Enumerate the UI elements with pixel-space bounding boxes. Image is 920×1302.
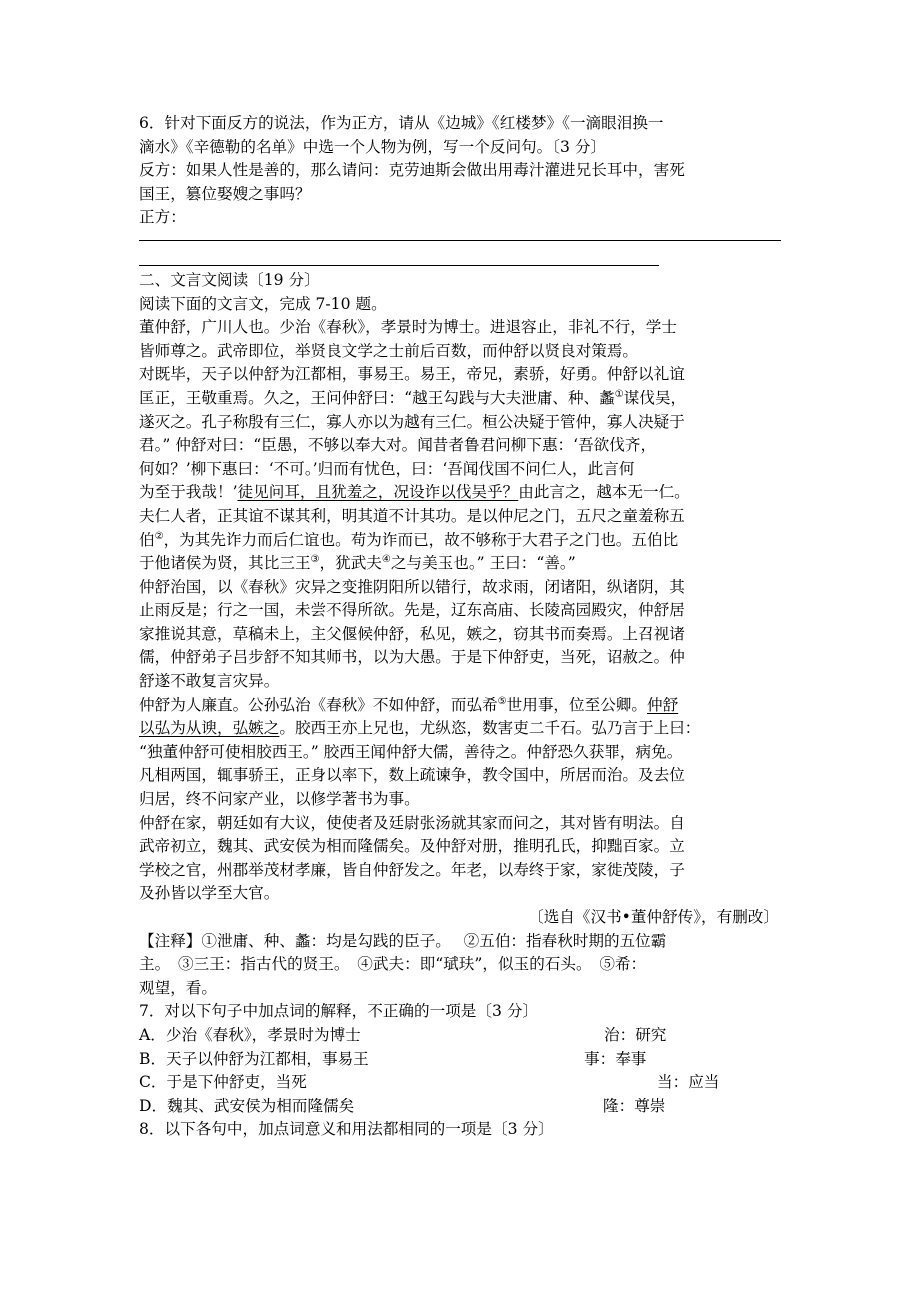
underlined-sentence-1: 徒见问耳，且犹羞之，况设诈以伐吴乎？ — [237, 483, 519, 502]
option-gloss: 当：应当 — [657, 1073, 720, 1092]
passage-text: 仲舒为人廉直。公孙弘治《春秋》不如仲舒，而弘希 — [139, 695, 498, 714]
q7-option-b[interactable] — [139, 1048, 781, 1072]
footnote-marker-5: ⑤ — [497, 695, 507, 707]
q6-line-1: 6．针对下面反方的说法，作为正方，请从《边城》《红楼梦》《一滴眼泪换一 — [139, 114, 664, 132]
q6-line-4: 国王，篡位娶嫂之事吗？ — [139, 184, 311, 203]
passage-text: 于他诸侯为贤，其比三王 — [139, 554, 311, 573]
notes-line: 【注释】①泄庸、种、蠡：均是勾践的臣子。 ②五伯：指春秋时期的五位霸 — [139, 931, 667, 950]
passage-line: 君。” 仲舒对曰：“臣愚，不够以奉大对。闻昔者鲁君问柳下惠：‘吾欲伐齐， — [139, 436, 657, 455]
passage-line: 何如？’柳下惠曰：‘不可。’归而有忧色，曰：‘吾闻伐国不问仁人，此言何 — [139, 459, 635, 478]
passage-line — [139, 694, 781, 718]
q8-stem: 8．以下各句中，加点词意义和用法都相同的一项是〔3 分〕 — [139, 1120, 554, 1139]
passage-line — [139, 552, 781, 576]
option-text: A．少治《春秋》，孝景时为博士 — [139, 1025, 361, 1044]
underlined-sentence-2b: 以弘为从谀，弘嫉之 — [139, 719, 280, 738]
footnote-marker-1: ① — [614, 388, 624, 400]
notes-line: 主。 ③三王：指古代的贤王。 ④武夫：即“珷玞”，似玉的石头。 ⑤希： — [139, 955, 647, 974]
passage-text: 之与美玉也。” 王曰：“善。” — [390, 554, 576, 573]
passage-line — [139, 529, 781, 553]
footnote-marker-3: ③ — [310, 554, 320, 566]
passage-text: 。胶西王亦上兄也，尤纵恣，数害吏二千石。弘乃言于上曰： — [279, 719, 701, 738]
option-gloss: 治：研究 — [604, 1025, 667, 1044]
notes-line: 观望，看。 — [139, 978, 217, 997]
option-gloss: 事：奉事 — [584, 1049, 647, 1068]
passage-line — [139, 481, 781, 505]
q7-option-d[interactable] — [139, 1095, 781, 1119]
passage-line: 止雨反是；行之一国，未尝不得所欲。先是，辽东高庙、长陵高园殿灾，仲舒居 — [139, 601, 685, 620]
passage-line: 归居，终不问家产业，以修学著书为事。 — [139, 790, 420, 809]
passage-line: 凡相两国，辄事骄王，正身以率下，数上疏谏争，教令国中，所居而治。及去位 — [139, 766, 685, 785]
passage-text: 由此言之，越本无一仁。 — [518, 483, 690, 502]
passage-line: 对既毕，天子以仲舒为江都相，事易王。易王，帝兄，素骄，好勇。仲舒以礼谊 — [139, 365, 685, 384]
passage-text: ，为其先诈力而后仁谊也。苟为诈而已，故不够称于大君子之门也。五伯比 — [163, 530, 679, 549]
option-text: B．天子以仲舒为江都相，事易王 — [139, 1049, 369, 1068]
q6-line-2: 滴水》《辛德勒的名单》中选一个人物为例，写一个反问句。〔3 分〕 — [139, 137, 607, 156]
section-instruction: 阅读下面的文言文，完成 7-10 题。 — [139, 294, 387, 313]
document-page — [139, 112, 781, 1142]
option-text: C．于是下仲舒吏，当死 — [139, 1073, 307, 1092]
passage-line: 董仲舒，广川人也。少治《春秋》，孝景时为博士。进退容止，非礼不行，学士 — [139, 318, 677, 337]
passage-line — [139, 717, 781, 741]
option-text: D．魏其、武安侯为相而隆儒矣 — [139, 1096, 355, 1115]
passage-text: ，犹武夫 — [319, 554, 382, 573]
option-gloss: 隆：尊崇 — [603, 1096, 666, 1115]
passage-line — [139, 387, 781, 411]
passage-line: 及孙皆以学至大官。 — [139, 884, 280, 903]
q7-option-c[interactable] — [139, 1071, 781, 1095]
passage-line: 家推说其意，草稿未上，主父偃候仲舒，私见，嫉之，窃其书而奏焉。上召视诸 — [139, 624, 685, 643]
passage-line: 仲舒治国，以《春秋》灾异之变推阴阳所以错行，故求雨，闭诸阳，纵诸阴，其 — [139, 577, 685, 596]
passage-line: 夫仁人者，正其谊不谋其利，明其道不计其功。是以仲尼之门，五尺之童羞称五 — [139, 506, 685, 525]
passage-line: 武帝初立，魏其、武安侯为相而隆儒矣。及仲舒对册，推明孔氏，抑黜百家。立 — [139, 837, 685, 856]
section-heading: 二、文言文阅读〔19 分〕 — [139, 270, 320, 289]
passage-line: 皆师尊之。武帝即位，举贤良文学之士前后百数，而仲舒以贤良对策焉。 — [139, 341, 639, 360]
q6-answer-label: 正方： — [139, 208, 186, 227]
passage-line: 仲舒在家，朝廷如有大议，使使者及廷尉张汤就其家而问之，其对皆有明法。自 — [139, 813, 685, 832]
q7-stem: 7．对以下句子中加点词的解释，不正确的一项是〔3 分〕 — [139, 1002, 539, 1021]
footnote-marker-2: ② — [154, 530, 164, 542]
passage-text: 匡正，王敬重焉。久之，王问仲舒曰：“越王勾践与大夫泄庸、种、蠡 — [139, 388, 615, 407]
passage-text: 谋伐吴， — [623, 388, 687, 407]
underlined-sentence-2a: 仲舒 — [647, 695, 679, 714]
passage-line: “独董仲舒可使相胶西王。” 胶西王闻仲舒大儒，善待之。仲舒恐久获罪，病免。 — [139, 742, 683, 761]
answer-blank-line-1[interactable] — [139, 240, 781, 241]
q6-line-3: 反方：如果人性是善的，那么请问：克劳迪斯会做出用毒汁灌进兄长耳中，害死 — [139, 161, 685, 180]
passage-text: 为至于我哉！’ — [139, 483, 238, 502]
passage-text: 伯 — [139, 530, 155, 549]
passage-line: 儒，仲舒弟子吕步舒不知其师书，以为大愚。于是下仲舒吏，当死，诏赦之。仲 — [139, 648, 685, 667]
passage-line: 舒遂不敢复言灾异。 — [139, 672, 280, 691]
passage-text: 世用事，位至公卿。 — [506, 695, 647, 714]
passage-line: 遂灭之。孔子称殷有三仁，寡人亦以为越有三仁。桓公决疑于管仲，寡人决疑于 — [139, 412, 685, 431]
passage-line: 学校之官，州郡举茂材孝廉，皆自仲舒发之。年老，以寿终于家，家徙茂陵，子 — [139, 860, 685, 879]
footnote-marker-4: ④ — [381, 554, 391, 566]
q7-option-a[interactable] — [139, 1024, 781, 1048]
passage-source: 〔选自《汉书•董仲舒传》，有删改〕 — [528, 908, 779, 926]
